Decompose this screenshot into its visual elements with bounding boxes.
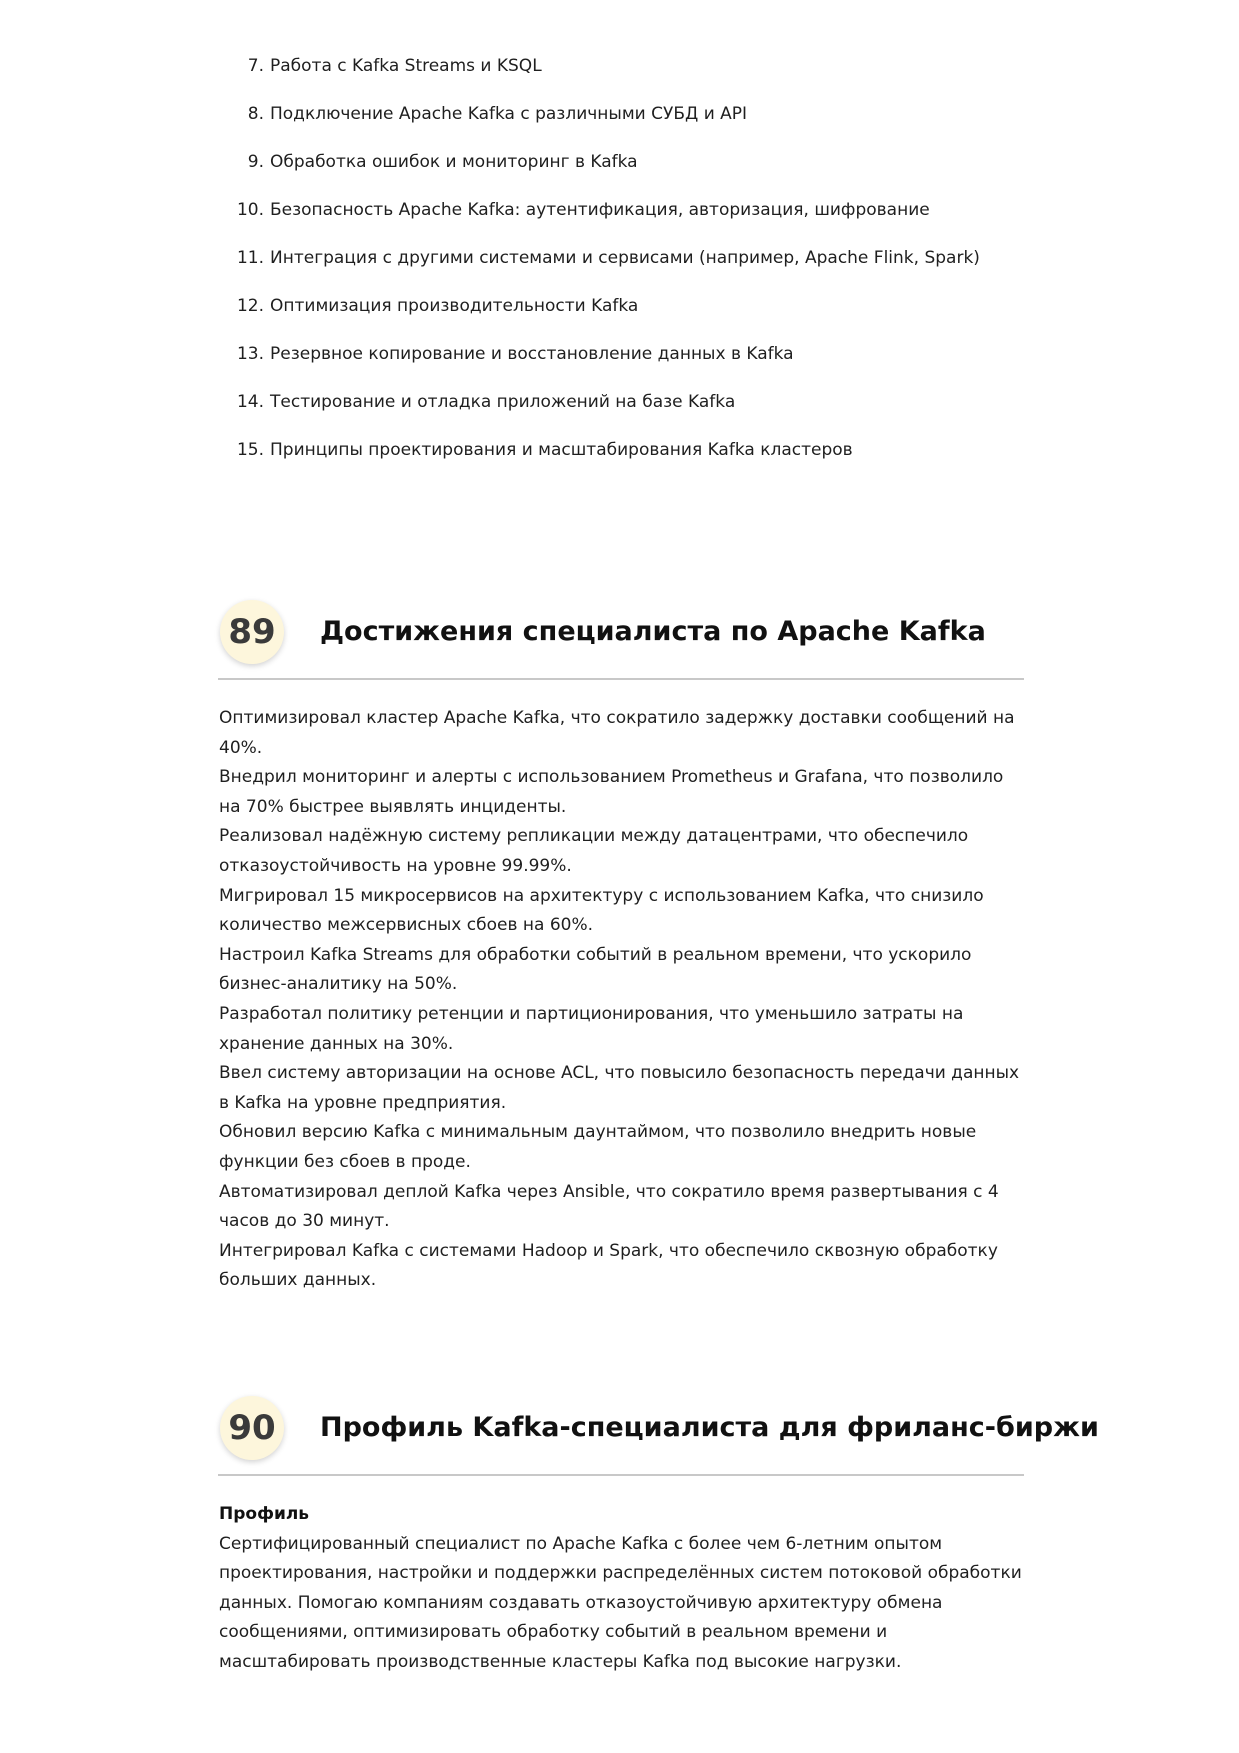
section-number-badge: 90 (220, 1396, 284, 1460)
achievement-line: Ввел систему авторизации на основе ACL, что повысило безопасность передачи данных в Kafka на уровне предприятия. (219, 1063, 1020, 1113)
list-item (220, 439, 1080, 487)
list-item (220, 199, 1080, 247)
profile-text-block (219, 1500, 1029, 1678)
list-item (220, 55, 1080, 103)
list-item-number: 13. (236, 344, 264, 364)
list-item-number: 8. (247, 104, 264, 124)
list-item-text: Безопасность Apache Kafka: аутентификация, авторизация, шифрование (270, 200, 930, 220)
list-item-text: Интеграция с другими системами и сервисами (например, Apache Flink, Spark) (270, 248, 980, 268)
list-item-text: Подключение Apache Kafka с различными СУБД и API (270, 104, 748, 124)
list-item (220, 391, 1080, 439)
achievement-line: Разработал политику ретенции и партиционирования, что уменьшило затраты на хранение данных на 30%. (219, 1003, 964, 1054)
list-item-number: 7. (247, 56, 264, 76)
list-item (220, 151, 1080, 199)
achievement-line: Обновил версию Kafka с минимальным даунтаймом, что позволило внедрить новые функции без сбоев в проде. (219, 1122, 977, 1172)
achievement-line: Автоматизировал деплой Kafka через Ansible, что сократило время развертывания с 4 часов до 30 минут. (219, 1181, 999, 1232)
profile-description: Сертифицированный специалист по Apache Kafka с более чем 6-летним опытом проектирования, настройки и поддержки распределённых систем потоковой обработки данных. Помогаю компаниям создавать отказоустойчивую архитектуру обмена сообщениями, оптимизировать обработку событий в реальном времени и масштабировать производственные кластеры Kafka под высокие нагрузки. (219, 1533, 1022, 1672)
topic-list (220, 55, 1080, 487)
achievement-line: Реализовал надёжную систему репликации между датацентрами, что обеспечило отказоустойчивость на уровне 99.99%. (219, 826, 969, 876)
list-item-text: Обработка ошибок и мониторинг в Kafka (270, 152, 638, 172)
achievement-line: Внедрил мониторинг и алерты с использованием Prometheus и Grafana, что позволило на 70% быстрее выявлять инциденты. (219, 767, 1004, 817)
list-item-text: Принципы проектирования и масштабирования Kafka кластеров (270, 440, 853, 460)
list-item (220, 343, 1080, 391)
section-header-90 (218, 1394, 1099, 1476)
list-item-text: Работа с Kafka Streams и KSQL (270, 56, 542, 76)
section-title: Профиль Kafka-специалиста для фриланс-биржи (320, 1412, 1099, 1443)
achievement-line: Мигрировал 15 микросервисов на архитектуру с использованием Kafka, что снизило количество межсервисных сбоев на 60%. (219, 885, 984, 936)
list-item-number: 10. (236, 200, 264, 220)
list-item-number: 15. (236, 440, 264, 460)
section-title: Достижения специалиста по Apache Kafka (320, 616, 986, 647)
list-item (220, 295, 1080, 343)
list-item-number: 9. (247, 152, 264, 172)
list-item (220, 247, 1080, 295)
profile-label: Профиль (219, 1504, 310, 1524)
list-item-number: 11. (236, 248, 264, 268)
list-item (220, 103, 1080, 151)
list-item-text: Тестирование и отладка приложений на базе Kafka (270, 392, 736, 412)
achievements-text (219, 704, 1029, 1296)
list-item-text: Резервное копирование и восстановление данных в Kafka (270, 344, 794, 364)
section-header-89 (218, 598, 1024, 680)
list-item-text: Оптимизация производительности Kafka (270, 296, 639, 316)
achievement-line: Настроил Kafka Streams для обработки событий в реальном времени, что ускорило бизнес-аналитику на 50%. (219, 944, 972, 995)
achievement-line: Интегрировал Kafka с системами Hadoop и Spark, что обеспечило сквозную обработку больших данных. (219, 1240, 998, 1291)
list-item-number: 14. (236, 392, 264, 412)
list-item-number: 12. (236, 296, 264, 316)
achievement-line: Оптимизировал кластер Apache Kafka, что сократило задержку доставки сообщений на 40%. (219, 708, 1015, 758)
section-number-badge: 89 (220, 600, 284, 664)
